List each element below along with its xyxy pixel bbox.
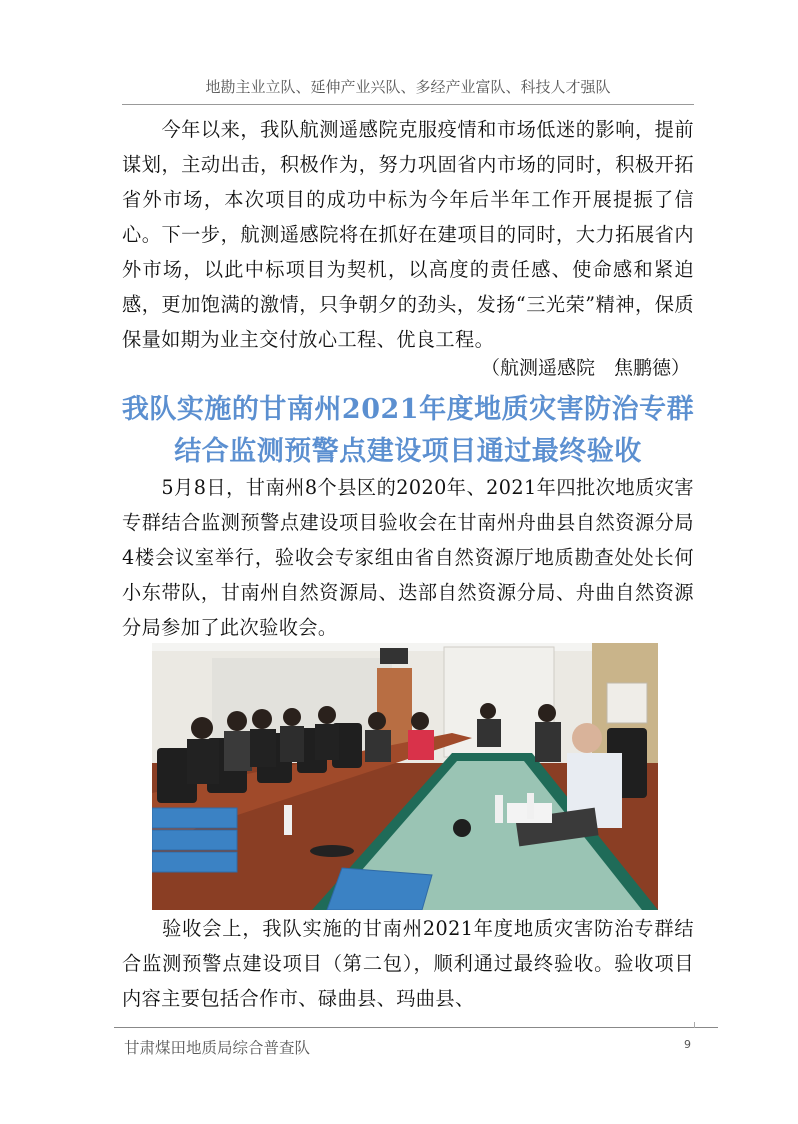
article2-intro-paragraph: 5月8日，甘南州8个县区的2020年、2021年四批次地质灾害专群结合监测预警点建设项目验收会在甘南州舟曲县自然资源分局4楼会议室举行，验收会专家组由省自然资源厅地质勘查处处长何小东带队，甘南州自然资源局、迭部自然资源分局、舟曲自然资源分局参加了此次验收会。 (122, 476, 694, 639)
article1-paragraph: 今年以来，我队航测遥感院克服疫情和市场低迷的影响，提前谋划，主动出击，积极作为，努力巩固省内市场的同时，积极开拓省外市场，本次项目的成功中标为今年后半年工作开展提振了信心。下一步，航测遥感院将在抓好在建项目的同时，大力拓展省内外市场，以此中标项目为契机，以高度的责任感、使命感和紧迫感，更加饱满的激情，只争朝夕的劲头，发扬“三光荣”精神，保质保量如期为业主交付放心工程、优良工程。 (122, 118, 694, 351)
footer-tick-mark (694, 1022, 695, 1028)
page-number: 9 (684, 1038, 691, 1051)
footer-divider (114, 1027, 718, 1028)
article2-body-paragraph: 验收会上，我队实施的甘南州2021年度地质灾害防治专群结合监测预警点建设项目（第二包），顺利通过最终验收。验收项目内容主要包括合作市、碌曲县、玛曲县、 (122, 917, 694, 1010)
article2-title (108, 389, 708, 473)
article2-title-line1: 我队实施的甘南州2021年度地质灾害防治专群 (121, 394, 695, 425)
footer-organization: 甘肃煤田地质局综合普查队 (124, 1039, 311, 1057)
article2-title-line2: 结合监测预警点建设项目通过最终验收 (174, 436, 642, 467)
meeting-photo (152, 643, 658, 910)
meeting-photo-illustration (152, 643, 658, 910)
article1-credit: （航测遥感院 焦鹏德） (480, 357, 690, 379)
header-divider (122, 104, 694, 105)
running-header: 地勘主业立队、延伸产业兴队、多经产业富队、科技人才强队 (205, 78, 611, 96)
